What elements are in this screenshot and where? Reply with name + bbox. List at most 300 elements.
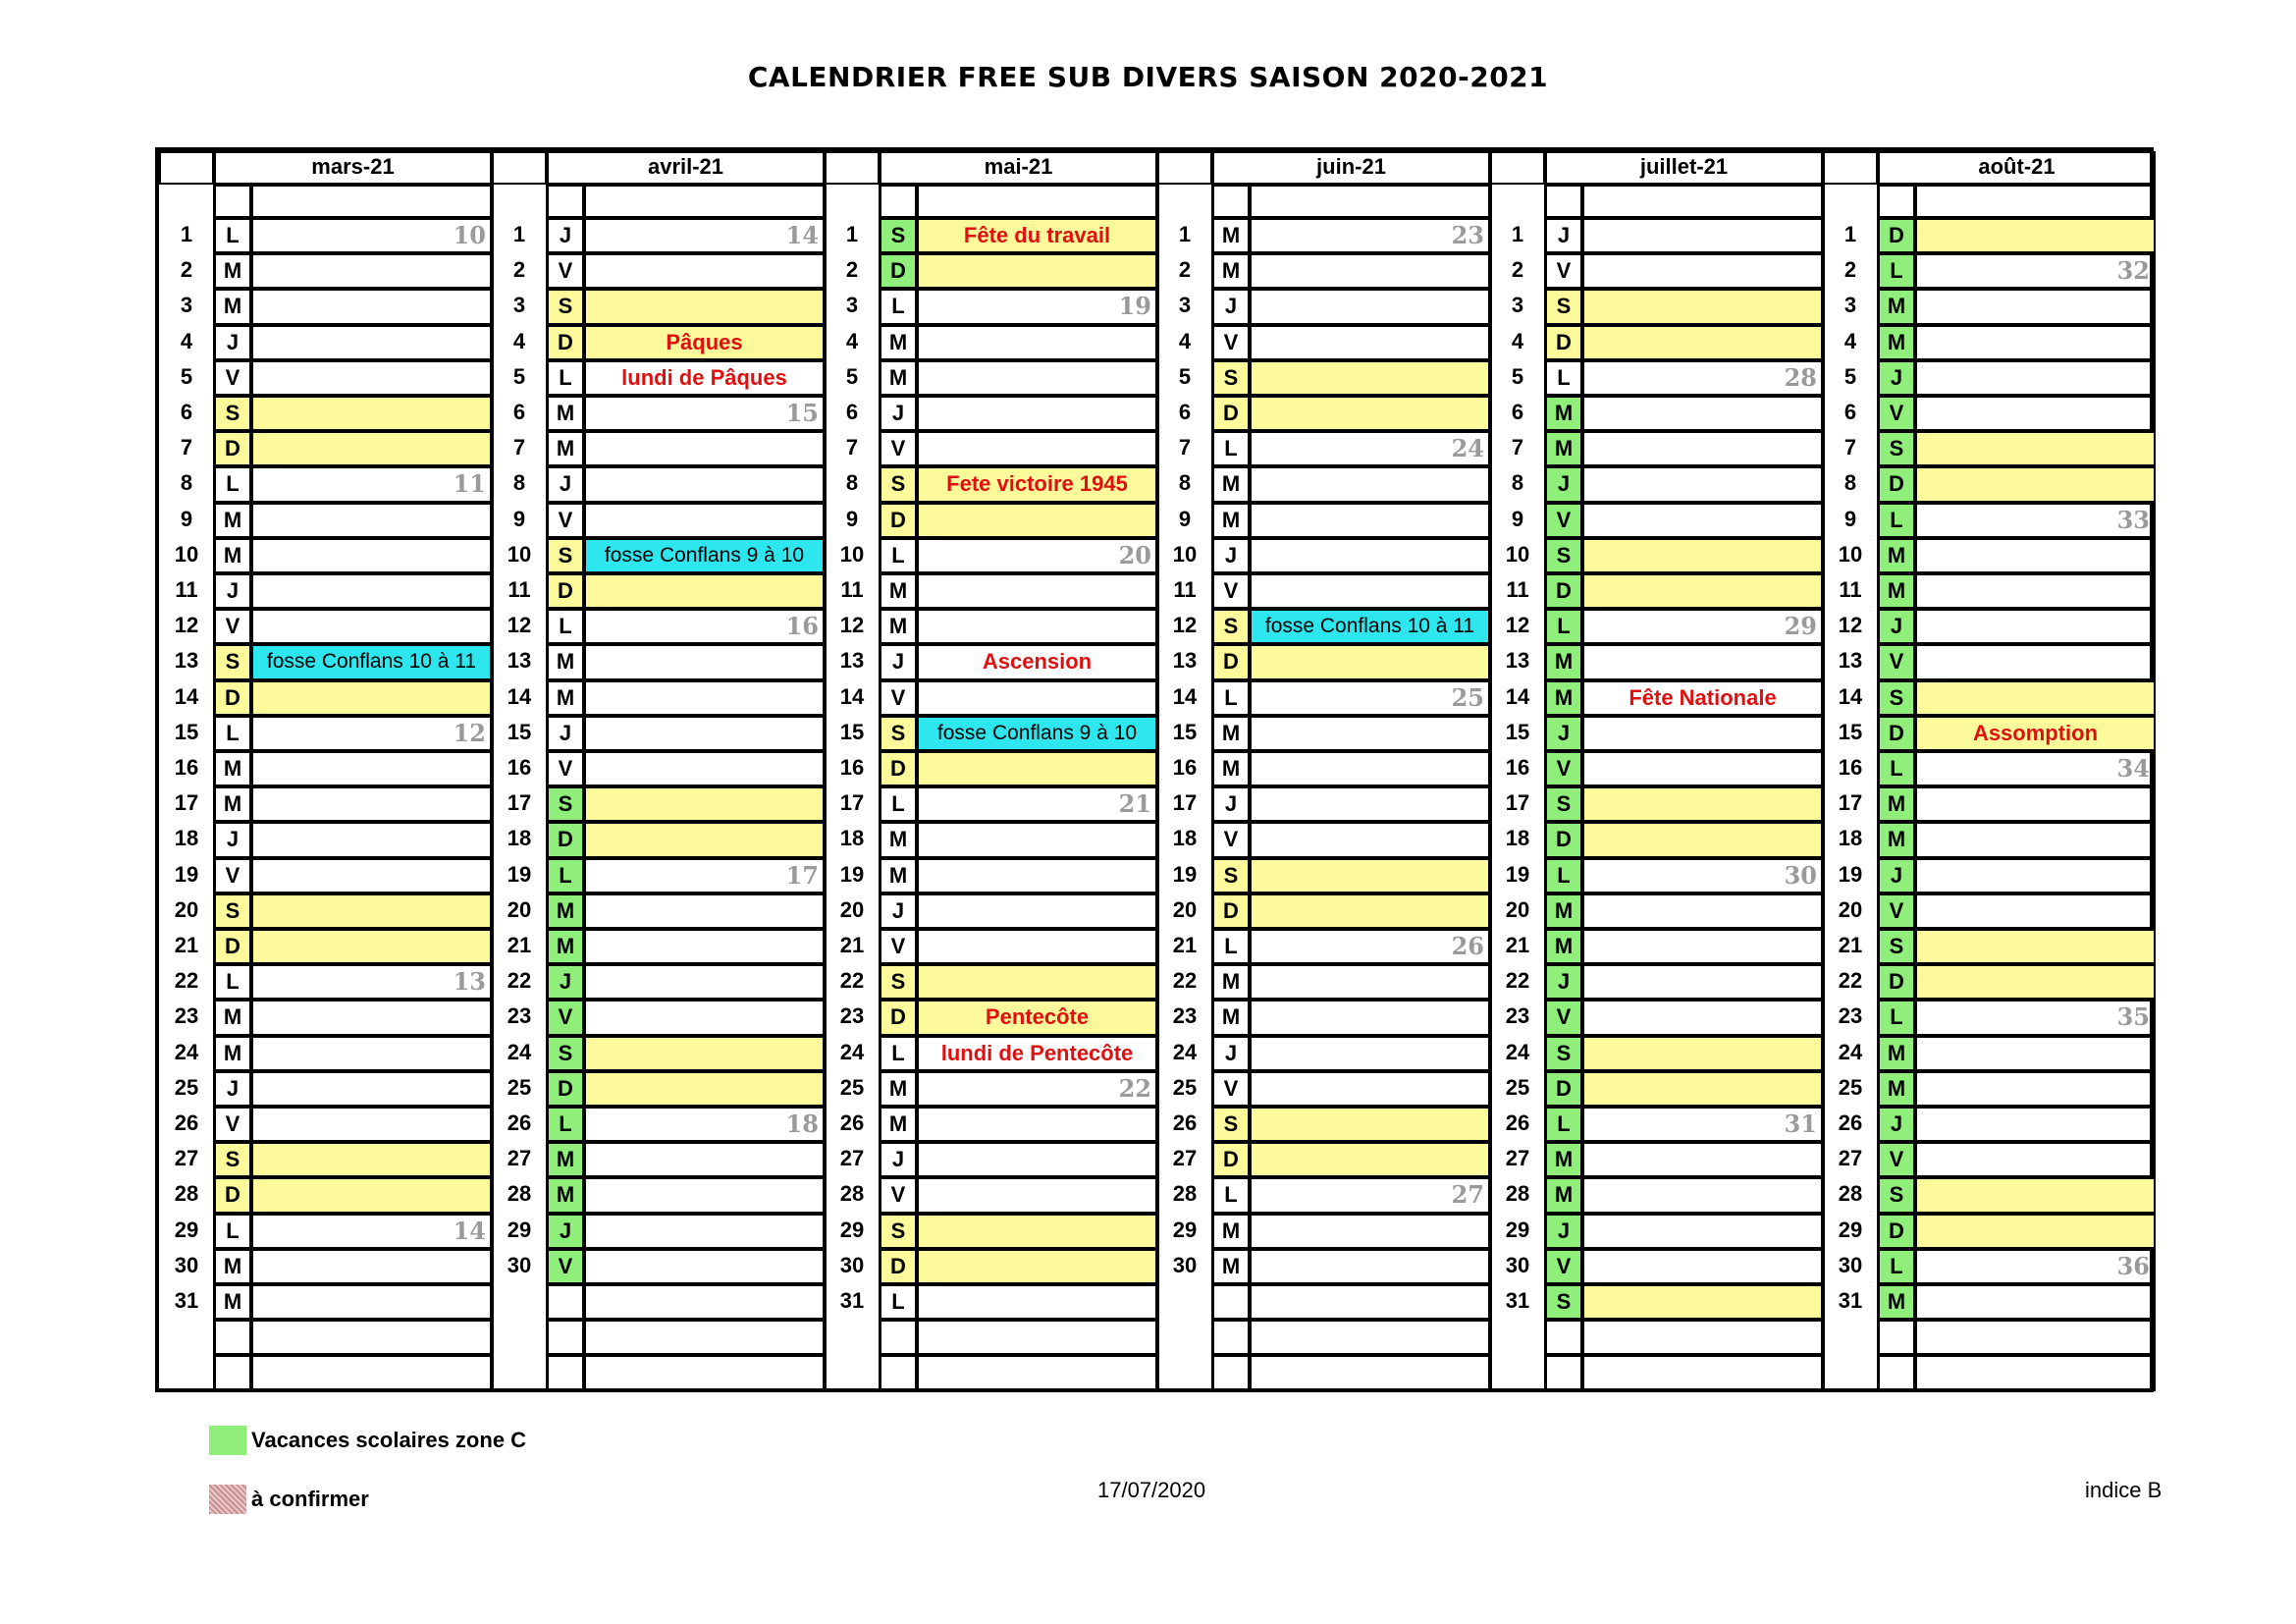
day-number: 23 — [507, 1003, 532, 1029]
day-number: 16 — [507, 755, 532, 780]
day-event-cell — [584, 1036, 825, 1071]
day-number: 27 — [507, 1146, 532, 1171]
day-number: 21 — [839, 933, 865, 957]
day-number: 1 — [1178, 222, 1192, 246]
weekday-letter: S — [1545, 538, 1582, 573]
day-number: 8 — [1843, 470, 1857, 496]
day-event-cell — [1250, 325, 1490, 360]
day-number: 23 — [1505, 1003, 1530, 1029]
weekday-letter: S — [880, 1214, 917, 1249]
day-number: 13 — [1172, 648, 1198, 674]
day-number: 1 — [1511, 222, 1524, 246]
day-event-cell — [584, 1214, 825, 1249]
weekday-letter: M — [547, 431, 584, 466]
week-number: 22 — [1118, 1073, 1151, 1103]
day-event-cell — [584, 289, 825, 324]
day-event-cell — [1250, 822, 1490, 857]
weekday-letter: D — [1545, 573, 1582, 609]
weekday-letter: D — [214, 431, 251, 466]
week-number: 18 — [785, 1110, 819, 1138]
event-label: fosse Conflans 10 à 11 — [266, 650, 477, 674]
day-number: 19 — [1505, 861, 1530, 887]
day-event-cell — [251, 1177, 492, 1213]
day-number: 18 — [839, 826, 865, 851]
day-number: 8 — [1178, 470, 1192, 496]
weekday-letter: J — [1545, 466, 1582, 502]
weekday-letter: M — [1878, 573, 1915, 609]
day-event-cell — [917, 253, 1157, 289]
weekday-letter: D — [214, 680, 251, 716]
day-number: 19 — [1172, 861, 1198, 887]
day-event-cell — [584, 1355, 825, 1390]
empty-cell — [1878, 185, 1915, 218]
day-event-cell — [584, 929, 825, 964]
day-event-cell — [1250, 431, 1490, 466]
day-event-cell — [584, 822, 825, 857]
number-column-divider — [213, 151, 216, 1390]
day-number: 5 — [1178, 363, 1192, 389]
day-number: 21 — [1505, 933, 1530, 957]
day-event-cell — [251, 786, 492, 822]
weekday-letter — [1878, 1355, 1915, 1390]
day-event-cell — [584, 218, 825, 253]
weekday-letter: M — [214, 253, 251, 289]
day-event-cell — [584, 609, 825, 644]
weekday-letter: M — [1212, 253, 1250, 289]
day-event-cell — [1250, 929, 1490, 964]
day-number: 16 — [1838, 755, 1863, 780]
day-event-cell — [251, 253, 492, 289]
weekday-letter: J — [1545, 218, 1582, 253]
empty-cell — [880, 185, 917, 218]
day-event-cell — [1250, 1036, 1490, 1071]
weekday-letter: L — [547, 858, 584, 893]
day-number: 10 — [1172, 541, 1198, 567]
day-event-cell — [251, 716, 492, 751]
day-event-cell — [917, 1355, 1157, 1390]
day-event-cell — [1582, 1142, 1823, 1177]
day-number: 11 — [507, 577, 531, 602]
day-number: 14 — [1172, 683, 1198, 709]
day-event-cell — [251, 1000, 492, 1035]
day-event-cell — [917, 466, 1157, 502]
day-number: 9 — [1843, 506, 1857, 531]
weekday-letter: M — [1545, 644, 1582, 679]
day-number: 22 — [174, 968, 199, 994]
weekday-letter: M — [1545, 1142, 1582, 1177]
weekday-letter: J — [1878, 858, 1915, 893]
day-number: 24 — [507, 1039, 532, 1064]
day-number: 25 — [1505, 1074, 1530, 1100]
day-number: 15 — [507, 719, 532, 744]
day-event-cell — [917, 893, 1157, 929]
day-number: 10 — [1505, 541, 1530, 567]
day-number: 20 — [839, 896, 865, 922]
weekday-letter: V — [547, 253, 584, 289]
week-number: 10 — [453, 221, 486, 249]
day-number: 8 — [512, 470, 526, 496]
empty-cell — [1915, 185, 2156, 218]
day-number: 30 — [174, 1252, 199, 1277]
weekday-letter: M — [880, 1071, 917, 1107]
event-label: Fête Nationale — [1629, 684, 1777, 710]
day-number: 31 — [1505, 1288, 1530, 1313]
day-number: 8 — [180, 470, 193, 496]
month-divider — [1156, 151, 1159, 1390]
month-divider — [824, 151, 827, 1390]
day-number: 6 — [1511, 400, 1524, 424]
month-divider — [491, 151, 494, 1390]
week-number: 14 — [453, 1216, 486, 1245]
day-event-cell — [1915, 680, 2156, 716]
week-number: 32 — [2116, 256, 2150, 286]
weekday-letter: M — [547, 1177, 584, 1213]
day-event-cell — [584, 893, 825, 929]
day-number: 17 — [1505, 790, 1530, 816]
weekday-letter: M — [1212, 1000, 1250, 1035]
week-number: 24 — [1451, 434, 1484, 463]
week-number: 13 — [453, 967, 486, 997]
day-number: 21 — [174, 933, 199, 957]
day-number: 16 — [174, 755, 199, 780]
weekday-letter: V — [1545, 751, 1582, 786]
day-event-cell — [1915, 1214, 2156, 1249]
weekday-letter: L — [1878, 1000, 1915, 1035]
weekday-letter: J — [880, 1142, 917, 1177]
day-event-cell — [1582, 253, 1823, 289]
day-event-cell — [584, 716, 825, 751]
empty-cell — [584, 185, 825, 218]
month-divider — [1489, 151, 1492, 1390]
weekday-letter: J — [1212, 289, 1250, 324]
weekday-letter: D — [1878, 964, 1915, 1000]
day-number: 17 — [1838, 790, 1863, 816]
day-number: 6 — [180, 400, 193, 424]
weekday-letter — [1212, 1355, 1250, 1390]
day-event-cell — [917, 538, 1157, 573]
month-header: juin-21 — [1212, 151, 1490, 185]
day-number: 29 — [507, 1217, 532, 1242]
weekday-letter: J — [880, 396, 917, 431]
weekday-letter: D — [1212, 893, 1250, 929]
weekday-letter: M — [547, 644, 584, 679]
weekday-letter: V — [880, 680, 917, 716]
day-number: 11 — [840, 577, 864, 602]
day-number: 24 — [839, 1039, 865, 1064]
day-number: 16 — [1505, 755, 1530, 780]
weekday-letter: M — [880, 822, 917, 857]
weekday-letter: V — [880, 1177, 917, 1213]
day-number: 5 — [512, 363, 526, 389]
day-number: 11 — [1839, 577, 1862, 602]
day-event-cell — [584, 466, 825, 502]
day-event-cell — [917, 716, 1157, 751]
weekday-letter: L — [1545, 1107, 1582, 1142]
weekday-letter: M — [1545, 893, 1582, 929]
weekday-letter — [1878, 1320, 1915, 1355]
weekday-letter: S — [880, 218, 917, 253]
day-number: 7 — [1511, 435, 1524, 460]
weekday-letter: M — [214, 1036, 251, 1071]
day-event-cell — [1915, 1249, 2156, 1284]
day-event-cell — [1915, 858, 2156, 893]
day-number: 12 — [1505, 613, 1530, 638]
day-event-cell — [917, 360, 1157, 396]
weekday-letter: V — [1545, 1000, 1582, 1035]
day-event-cell — [1250, 360, 1490, 396]
weekday-letter: L — [1878, 751, 1915, 786]
month-header: mars-21 — [214, 151, 492, 185]
day-number: 16 — [839, 755, 865, 780]
day-number: 18 — [1838, 826, 1863, 851]
day-number: 17 — [839, 790, 865, 816]
day-number: 11 — [1173, 577, 1197, 602]
day-number: 18 — [507, 826, 532, 851]
day-event-cell — [1582, 1107, 1823, 1142]
weekday-letter: V — [214, 858, 251, 893]
day-number: 25 — [1172, 1074, 1198, 1100]
weekday-letter — [547, 1355, 584, 1390]
day-event-cell — [251, 609, 492, 644]
day-event-cell — [1915, 1355, 2156, 1390]
day-event-cell — [584, 503, 825, 538]
day-number: 30 — [839, 1252, 865, 1277]
day-number: 28 — [1172, 1181, 1198, 1207]
day-event-cell — [251, 1071, 492, 1107]
day-event-cell — [1915, 964, 2156, 1000]
day-event-cell — [251, 573, 492, 609]
weekday-letter — [214, 1355, 251, 1390]
month-header: août-21 — [1878, 151, 2156, 185]
weekday-letter: L — [214, 1214, 251, 1249]
weekday-letter: S — [880, 466, 917, 502]
day-event-cell — [917, 1071, 1157, 1107]
day-number: 21 — [1838, 933, 1863, 957]
weekday-letter — [1212, 1320, 1250, 1355]
weekday-letter: D — [880, 751, 917, 786]
day-number: 1 — [845, 222, 859, 246]
empty-cell — [1545, 185, 1582, 218]
week-number: 35 — [2116, 1002, 2150, 1032]
day-event-cell — [1250, 573, 1490, 609]
day-number: 29 — [174, 1217, 199, 1242]
weekday-letter — [547, 1320, 584, 1355]
week-number: 27 — [1451, 1180, 1484, 1210]
day-event-cell — [917, 822, 1157, 857]
day-event-cell — [1915, 360, 2156, 396]
day-number: 5 — [1511, 363, 1524, 389]
day-number: 13 — [1505, 648, 1530, 674]
day-number: 2 — [1843, 257, 1857, 283]
calendar-grid — [155, 147, 2154, 1392]
day-event-cell — [584, 396, 825, 431]
day-event-cell — [1250, 1320, 1490, 1355]
day-event-cell — [584, 1177, 825, 1213]
weekday-letter: D — [880, 1000, 917, 1035]
weekday-letter: V — [1545, 503, 1582, 538]
weekday-letter: J — [880, 644, 917, 679]
weekday-letter: D — [1545, 822, 1582, 857]
day-event-cell — [1250, 503, 1490, 538]
day-number: 1 — [512, 222, 526, 246]
weekday-letter: L — [1878, 253, 1915, 289]
day-number: 12 — [839, 613, 865, 638]
week-number: 12 — [453, 718, 486, 747]
weekday-letter: S — [214, 644, 251, 679]
day-number: 5 — [845, 363, 859, 389]
day-event-cell — [917, 751, 1157, 786]
day-number: 20 — [174, 896, 199, 922]
weekday-letter: J — [1878, 360, 1915, 396]
weekday-letter: D — [1878, 218, 1915, 253]
day-event-cell — [584, 431, 825, 466]
weekday-letter: L — [214, 716, 251, 751]
weekday-letter: M — [1212, 503, 1250, 538]
weekday-letter: L — [1212, 680, 1250, 716]
day-number: 19 — [174, 861, 199, 887]
day-event-cell — [584, 680, 825, 716]
week-number: 28 — [1784, 362, 1817, 392]
day-event-cell — [1915, 1071, 2156, 1107]
weekday-letter: M — [214, 1284, 251, 1320]
weekday-letter: L — [214, 964, 251, 1000]
legend-holiday-swatch — [209, 1426, 246, 1455]
weekday-letter: J — [547, 716, 584, 751]
day-event-cell — [1915, 716, 2156, 751]
empty-cell — [1212, 185, 1250, 218]
day-event-cell — [1582, 964, 1823, 1000]
day-number: 6 — [1178, 400, 1192, 424]
day-number: 12 — [1172, 613, 1198, 638]
weekday-letter: L — [1212, 929, 1250, 964]
weekday-letter: L — [214, 218, 251, 253]
day-event-cell — [1582, 1177, 1823, 1213]
day-event-cell — [1250, 1071, 1490, 1107]
weekday-letter — [880, 1355, 917, 1390]
day-event-cell — [1915, 751, 2156, 786]
day-event-cell — [584, 253, 825, 289]
weekday-letter: J — [1212, 538, 1250, 573]
day-event-cell — [1250, 1284, 1490, 1320]
day-number: 30 — [507, 1252, 532, 1277]
day-number: 9 — [512, 506, 526, 531]
weekday-letter: M — [1212, 466, 1250, 502]
month-header-spacer — [492, 151, 547, 185]
day-event-cell — [1915, 538, 2156, 573]
weekday-letter: V — [1878, 396, 1915, 431]
day-number: 29 — [1172, 1217, 1198, 1242]
day-number: 9 — [845, 506, 859, 531]
day-number: 4 — [1511, 328, 1524, 353]
day-number: 15 — [1172, 719, 1198, 744]
day-event-cell — [917, 1177, 1157, 1213]
day-number: 5 — [1843, 363, 1857, 389]
day-event-cell — [1915, 1036, 2156, 1071]
day-event-cell — [251, 751, 492, 786]
day-number: 22 — [1505, 968, 1530, 994]
day-event-cell — [584, 644, 825, 679]
event-label: lundi de Pentecôte — [940, 1040, 1134, 1065]
day-event-cell — [917, 503, 1157, 538]
footer-date: 17/07/2020 — [1097, 1478, 1206, 1502]
weekday-letter: V — [1878, 644, 1915, 679]
day-event-cell — [251, 893, 492, 929]
day-event-cell — [1582, 1000, 1823, 1035]
weekday-letter: L — [1212, 431, 1250, 466]
day-number: 6 — [1843, 400, 1857, 424]
day-number: 15 — [839, 719, 865, 744]
day-event-cell — [1582, 503, 1823, 538]
day-event-cell — [251, 1249, 492, 1284]
day-event-cell — [1250, 1214, 1490, 1249]
day-number: 11 — [175, 577, 198, 602]
day-event-cell — [917, 289, 1157, 324]
week-number: 36 — [2116, 1251, 2150, 1280]
day-number: 28 — [174, 1181, 199, 1207]
day-number: 3 — [845, 293, 859, 318]
weekday-letter: V — [547, 503, 584, 538]
day-event-cell — [1250, 716, 1490, 751]
weekday-letter: M — [1212, 751, 1250, 786]
day-number: 14 — [1505, 683, 1530, 709]
weekday-letter — [547, 1284, 584, 1320]
day-event-cell — [1915, 822, 2156, 857]
day-event-cell — [1915, 466, 2156, 502]
day-number: 3 — [1511, 293, 1524, 318]
day-number: 28 — [1838, 1181, 1863, 1207]
event-label: Ascension — [982, 649, 1093, 675]
day-event-cell — [1250, 466, 1490, 502]
week-number: 29 — [1784, 612, 1817, 641]
day-event-cell — [1250, 289, 1490, 324]
day-event-cell — [584, 1071, 825, 1107]
month-header-spacer — [825, 151, 880, 185]
day-number: 30 — [1172, 1252, 1198, 1277]
day-number: 15 — [174, 719, 199, 744]
day-event-cell — [584, 1000, 825, 1035]
day-number: 24 — [1172, 1039, 1198, 1064]
week-number: 25 — [1451, 682, 1484, 712]
weekday-letter: S — [880, 964, 917, 1000]
day-number: 2 — [180, 257, 193, 283]
day-event-cell — [251, 1355, 492, 1390]
weekday-letter: L — [1878, 503, 1915, 538]
day-number: 10 — [1838, 541, 1863, 567]
day-number: 24 — [1838, 1039, 1863, 1064]
weekday-letter: J — [214, 573, 251, 609]
weekday-letter: L — [1212, 1177, 1250, 1213]
month-header: mai-21 — [880, 151, 1157, 185]
empty-cell — [1582, 185, 1823, 218]
weekday-letter: M — [880, 609, 917, 644]
weekday-letter: M — [1545, 396, 1582, 431]
day-number: 13 — [839, 648, 865, 674]
day-number: 28 — [507, 1181, 532, 1207]
day-number: 20 — [1505, 896, 1530, 922]
day-number: 23 — [174, 1003, 199, 1029]
weekday-letter: V — [214, 1107, 251, 1142]
weekday-letter: S — [1545, 1036, 1582, 1071]
week-number: 31 — [1784, 1110, 1817, 1138]
day-number: 18 — [1505, 826, 1530, 851]
day-number: 27 — [1838, 1146, 1863, 1171]
day-event-cell — [1582, 1355, 1823, 1390]
day-event-cell — [1582, 1214, 1823, 1249]
day-event-cell — [1250, 396, 1490, 431]
day-event-cell — [917, 786, 1157, 822]
day-event-cell — [1250, 1107, 1490, 1142]
day-event-cell — [251, 325, 492, 360]
